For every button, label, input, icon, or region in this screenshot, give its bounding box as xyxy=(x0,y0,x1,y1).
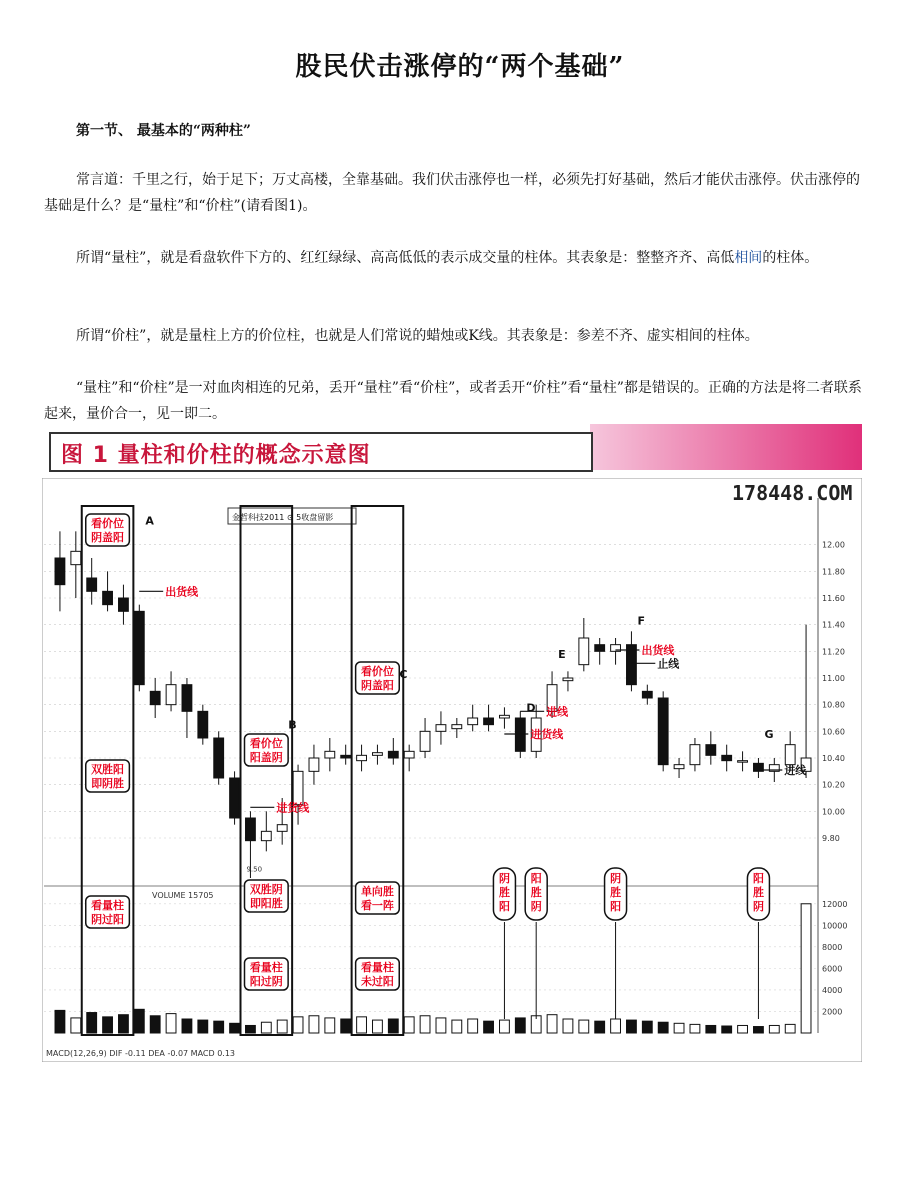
oval-annotation-text: 阴 xyxy=(752,900,764,913)
volume-bar xyxy=(309,1016,319,1033)
volume-bar xyxy=(722,1026,732,1033)
volume-header: VOLUME 15705 xyxy=(152,891,214,900)
volume-bar xyxy=(674,1023,684,1033)
volume-axis-label: 2000 xyxy=(822,1007,843,1017)
annotation-text: 阳过阴 xyxy=(249,975,283,988)
price-candle xyxy=(658,698,668,765)
price-axis-label: 10.00 xyxy=(822,807,845,817)
price-candle xyxy=(261,831,271,840)
section-heading: 第一节、 最基本的“两种柱” xyxy=(76,123,251,139)
price-candle xyxy=(150,691,160,704)
paragraph-2-tail: 的柱体。 xyxy=(762,250,819,266)
price-candle xyxy=(484,718,494,725)
volume-axis-label: 6000 xyxy=(822,964,843,974)
volume-bar xyxy=(627,1020,637,1033)
volume-bar xyxy=(388,1019,398,1033)
price-candle xyxy=(119,598,129,611)
price-candle xyxy=(198,711,208,738)
price-axis-label: 10.60 xyxy=(822,727,845,737)
candlestick-chart xyxy=(42,478,862,1062)
volume-bar xyxy=(246,1025,256,1033)
price-candle xyxy=(182,685,192,712)
annotation-text: 阴盖阳 xyxy=(360,679,394,692)
volume-bar xyxy=(579,1020,589,1033)
figure-caption-box xyxy=(49,432,593,472)
volume-bar xyxy=(182,1019,192,1033)
marker-label: 进线 xyxy=(546,705,569,719)
price-candle xyxy=(738,761,748,763)
volume-bar xyxy=(341,1019,351,1033)
price-candle xyxy=(55,558,65,585)
price-candle xyxy=(722,755,732,760)
volume-bar xyxy=(738,1025,748,1033)
price-candle xyxy=(357,755,367,760)
volume-bar xyxy=(452,1020,462,1033)
annotation-text: 单向胜 xyxy=(360,885,394,898)
annotation-text: 阳盖阴 xyxy=(249,751,283,764)
price-axis-label: 11.80 xyxy=(822,567,845,577)
annotation-text: 看量柱 xyxy=(360,961,394,974)
volume-bar xyxy=(55,1010,65,1033)
price-candle xyxy=(563,678,573,681)
volume-bar xyxy=(87,1013,97,1033)
volume-bar xyxy=(214,1021,224,1033)
volume-bar xyxy=(357,1017,367,1033)
point-label: B xyxy=(288,718,297,732)
annotation-text: 即阴胜 xyxy=(91,777,125,790)
volume-axis-label: 12000 xyxy=(822,899,848,909)
price-axis-label: 11.40 xyxy=(822,620,845,630)
volume-bar xyxy=(595,1021,605,1033)
macd-footer: MACD(12,26,9) DIF -0.11 DEA -0.07 MACD 0.13 xyxy=(46,1049,236,1058)
volume-bar xyxy=(801,904,811,1033)
price-candle xyxy=(515,718,525,751)
annotation-text: 看量柱 xyxy=(249,961,283,974)
volume-bar xyxy=(103,1017,113,1033)
annotation-text: 即阳胜 xyxy=(249,897,283,910)
price-candle xyxy=(468,718,478,725)
figure-1 xyxy=(42,424,862,1064)
figure-header-band xyxy=(590,424,862,470)
volume-bar xyxy=(500,1020,510,1033)
paragraph-2 xyxy=(44,245,864,271)
volume-axis-label: 10000 xyxy=(822,921,848,931)
price-candle xyxy=(500,715,510,718)
price-axis-label: 10.80 xyxy=(822,700,845,710)
oval-annotation-text: 胜 xyxy=(610,886,622,899)
oval-annotation-text: 胜 xyxy=(498,886,510,899)
volume-bar xyxy=(373,1020,383,1033)
volume-bar xyxy=(166,1014,176,1033)
point-label: D xyxy=(526,701,536,715)
annotation-text: 看量柱 xyxy=(91,899,125,912)
oval-annotation-text: 阳 xyxy=(530,872,542,885)
volume-bar xyxy=(420,1016,430,1033)
price-axis-label: 10.40 xyxy=(822,754,845,763)
volume-bar xyxy=(261,1022,271,1033)
link-xiangjian[interactable]: 相间 xyxy=(734,250,763,266)
price-axis-label: 11.00 xyxy=(822,674,845,683)
annotation-text: 双胜阳 xyxy=(91,763,125,776)
point-label: G xyxy=(764,728,774,741)
paragraph-3: 所谓“价柱”，就是量柱上方的价位柱，也就是人们常说的蜡烛或K线。其表象是：参差不齐、虚实相间的柱体。 xyxy=(76,328,759,344)
point-label: F xyxy=(637,614,645,628)
volume-bar xyxy=(563,1019,573,1033)
volume-bar xyxy=(71,1018,81,1033)
price-axis-label: 10.20 xyxy=(822,780,845,790)
annotation-text: 阴盖阳 xyxy=(91,531,125,544)
paragraph-2-text: 所谓“量柱”，就是看盘软件下方的、红红绿绿、高高低低的表示成交量的柱体。其表象是：整整齐齐、高低 xyxy=(76,250,735,266)
volume-bar xyxy=(293,1017,303,1033)
volume-bar xyxy=(658,1022,668,1033)
volume-bar xyxy=(547,1015,557,1033)
price-axis-label: 9.80 xyxy=(822,834,840,843)
price-axis-label: 11.60 xyxy=(822,594,845,603)
volume-bar xyxy=(404,1017,414,1033)
oval-annotation-text: 阳 xyxy=(498,900,510,913)
oval-annotation-text: 阳 xyxy=(752,872,764,885)
price-candle xyxy=(674,765,684,769)
watermark: 178448.COM xyxy=(732,481,853,505)
price-candle xyxy=(627,645,637,685)
price-candle xyxy=(103,591,113,604)
volume-bar xyxy=(468,1019,478,1033)
volume-bar xyxy=(515,1018,525,1033)
marker-label: 出货线 xyxy=(641,644,675,657)
price-candle xyxy=(785,745,795,765)
price-candle xyxy=(595,645,605,652)
chart-frame xyxy=(42,478,862,1062)
price-candle xyxy=(246,818,256,841)
price-candle xyxy=(134,611,144,684)
low-price-label: 9.50 xyxy=(246,865,263,874)
marker-label: 进货线 xyxy=(530,728,564,741)
price-candle xyxy=(404,751,414,758)
volume-bar xyxy=(706,1025,716,1033)
price-candle xyxy=(277,825,287,832)
volume-bar xyxy=(754,1027,764,1033)
price-axis-label: 12.00 xyxy=(822,540,845,550)
document-title: 股民伏击涨停的“两个基础” xyxy=(295,52,625,82)
marker-label: 止线 xyxy=(657,657,680,671)
volume-axis-label: 8000 xyxy=(822,942,843,952)
volume-bar xyxy=(611,1019,621,1033)
point-label: E xyxy=(558,648,566,661)
price-candle xyxy=(579,638,589,665)
volume-bar xyxy=(277,1020,287,1033)
point-label: A xyxy=(145,514,154,528)
marker-label: 出货线 xyxy=(165,585,199,599)
price-candle xyxy=(706,745,716,756)
price-candle xyxy=(214,738,224,778)
price-candle xyxy=(388,751,398,758)
price-candle xyxy=(166,685,176,705)
price-candle xyxy=(293,771,303,804)
volume-bar xyxy=(150,1016,160,1033)
annotation-text: 看一阵 xyxy=(360,899,394,912)
price-candle xyxy=(71,551,81,564)
oval-annotation-text: 阴 xyxy=(498,872,510,885)
annotation-text: 看价位 xyxy=(249,737,283,750)
oval-annotation-text: 阴 xyxy=(530,900,542,913)
point-label: C xyxy=(399,668,408,681)
legend-box-text: 金哲科技2011 ⊙ 5收盘留影 xyxy=(232,513,334,522)
volume-bar xyxy=(325,1018,335,1033)
volume-axis-label: 4000 xyxy=(822,985,843,995)
volume-bar xyxy=(484,1021,494,1033)
paragraph-4: “量柱”和“价柱”是一对血肉相连的兄弟，丢开“量柱”看“价柱”，或者丢开“价柱”看“量柱”都是错误的。正确的方法是将二者联系起来，量价合一，见一即二。 xyxy=(44,380,862,422)
annotation-text: 看价位 xyxy=(91,517,125,530)
volume-bar xyxy=(690,1024,700,1033)
price-axis-label: 11.20 xyxy=(822,647,845,657)
price-candle xyxy=(690,745,700,765)
price-candle xyxy=(436,725,446,732)
figure-caption: 图 1 量柱和价柱的概念示意图 xyxy=(61,443,371,468)
annotation-text: 阴过阳 xyxy=(91,913,125,926)
annotation-text: 未过阳 xyxy=(360,975,394,988)
volume-bar xyxy=(642,1021,652,1033)
price-candle xyxy=(373,753,383,756)
oval-annotation-text: 阴 xyxy=(610,872,622,885)
volume-bar xyxy=(198,1020,208,1033)
oval-annotation-text: 胜 xyxy=(530,886,542,899)
volume-bar xyxy=(134,1009,144,1033)
volume-bar xyxy=(230,1023,240,1033)
price-candle xyxy=(325,751,335,758)
price-candle xyxy=(420,731,430,751)
annotation-text: 双胜阴 xyxy=(249,883,283,896)
price-candle xyxy=(642,691,652,698)
price-candle xyxy=(341,755,351,758)
paragraph-1: 常言道：千里之行，始于足下；万丈高楼，全靠基础。我们伏击涨停也一样，必须先打好基础，然后才能伏击涨停。伏击涨停的基础是什么？是“量柱”和“价柱”(请看图1)。 xyxy=(44,172,860,214)
price-candle xyxy=(309,758,319,771)
price-candle xyxy=(452,725,462,729)
volume-bar xyxy=(769,1025,779,1033)
oval-annotation-text: 阳 xyxy=(610,900,622,913)
price-candle xyxy=(87,578,97,591)
volume-bar xyxy=(119,1015,129,1033)
volume-bar xyxy=(785,1024,795,1033)
price-candle xyxy=(230,778,240,818)
marker-label: 进线 xyxy=(784,764,807,777)
volume-bar xyxy=(436,1018,446,1033)
marker-label: 进货线 xyxy=(276,801,310,815)
annotation-text: 看价位 xyxy=(360,665,394,678)
oval-annotation-text: 胜 xyxy=(752,886,764,899)
